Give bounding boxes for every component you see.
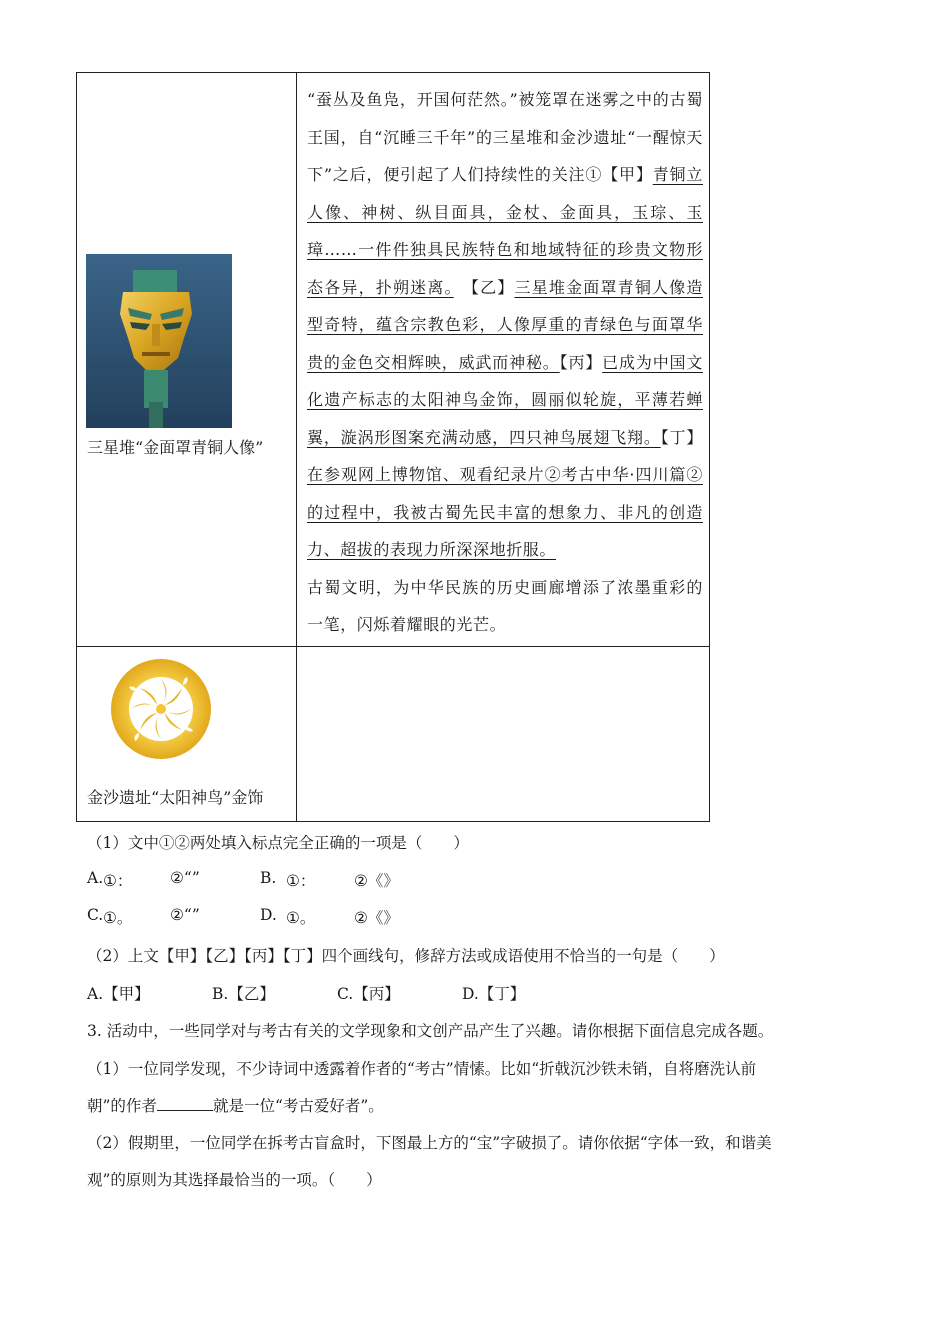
section3-q2-line1: （2）假期里，一位同学在拆考古盲盒时，下图最上方的“宝”字破损了。请你依据“字体一致，和谐美 (87, 1134, 772, 1152)
q1-option-a-2: ②“” (170, 869, 200, 887)
passage-outro: 古蜀文明，为中华民族的历史画廊增添了浓墨重彩的一笔，闪烁着耀眼的光芒。 (307, 577, 703, 634)
tag-jia: 【甲】 (602, 165, 653, 184)
tag-ding: 【丁】 (660, 427, 703, 447)
q2-stem: （2）上文【甲】【乙】【丙】【丁】四个画线句，修辞方法或成语使用不恰当的一句是（ ） (87, 947, 725, 965)
table-divider-vertical (296, 73, 297, 821)
passage-text (307, 81, 703, 644)
q1-option-b-2: ②《》 (354, 872, 399, 890)
sentence-bing: 已成为中国文化遗产标志的太阳神鸟金饰，圆丽似轮旋，平薄若蝉翼，漩涡形图案充满动感，四只神鸟展翅飞翔。 (307, 352, 703, 447)
q1-option-c-label: C. (87, 906, 104, 924)
bronze-mask-photo (86, 254, 232, 428)
q1-option-c-1: ①。 (103, 909, 133, 927)
q2-option-c: C.【丙】 (337, 985, 400, 1003)
section3-q1-line2 (87, 1094, 384, 1116)
q1-option-b-1: ①： (286, 872, 316, 890)
q2-option-b: B.【乙】 (212, 985, 275, 1003)
author-answer-blank[interactable] (157, 1094, 213, 1111)
q2-option-d: D.【丁】 (462, 985, 526, 1003)
section3-q1-line1: （1）一位同学发现，不少诗词中透露着作者的“考古”情愫。比如“折戟沉沙铁未销，自将磨洗认前 (87, 1060, 757, 1078)
q1-stem: （1）文中①②两处填入标点完全正确的一项是（ ） (87, 834, 469, 852)
bronze-mask-caption: 三星堆“金面罩青铜人像” (87, 438, 264, 457)
section3-intro: 3. 活动中，一些同学对与考古有关的文学现象和文创产品产生了兴趣。请你根据下面信息完成各题。 (87, 1022, 774, 1040)
q1-option-a-1: ①： (103, 872, 133, 890)
section3-q1-line2-end: 就是一位“考古爱好者”。 (212, 1097, 384, 1115)
tag-bing: 【丙】 (559, 352, 603, 372)
sun-bird-caption: 金沙遗址“太阳神鸟”金饰 (87, 788, 264, 807)
q1-option-d-2: ②《》 (354, 909, 399, 927)
q1-option-b-label: B. (260, 869, 277, 887)
q1-option-d-1: ①。 (286, 909, 316, 927)
tag-yi: 【乙】 (470, 277, 515, 297)
q2-option-a: A.【甲】 (87, 985, 150, 1003)
sun-bird-ornament-image (109, 657, 213, 761)
sentence-jia: 青铜立人像、神树、纵目面具，金杖、金面具，玉琮、玉璋……一件件独具民族特色和地域特征的珍贵文物形态各异，扑朔迷离。 (307, 165, 703, 297)
table-divider-horizontal (77, 646, 709, 647)
sentence-yi: 三星堆金面罩青铜人像造型奇特，蕴含宗教色彩，人像厚重的青绿色与面罩华贵的金色交相辉映，威武而神秘。 (307, 277, 703, 372)
section3-q1-line2-start: 朝”的作者 (87, 1097, 157, 1115)
q1-option-d-label: D. (260, 906, 277, 924)
passage-intro: “蚕丛及鱼凫，开国何茫然。”被笼罩在迷雾之中的古蜀王国，自“沉睡三千年”的三星堆和金沙遗址“一醒惊天下”之后，便引起了人们持续性的关注① (307, 90, 703, 184)
sentence-ding: 在参观网上博物馆、观看纪录片②考古中华·四川篇②的过程中，我被古蜀先民丰富的想象力、非凡的创造力、超拔的表现力所深深地折服。 (307, 465, 703, 559)
q1-option-a-label: A. (87, 869, 104, 887)
q1-option-c-2: ②“” (170, 906, 200, 924)
info-table (76, 72, 710, 822)
section3-q2-line2: 观”的原则为其选择最恰当的一项。（ ） (87, 1171, 382, 1189)
